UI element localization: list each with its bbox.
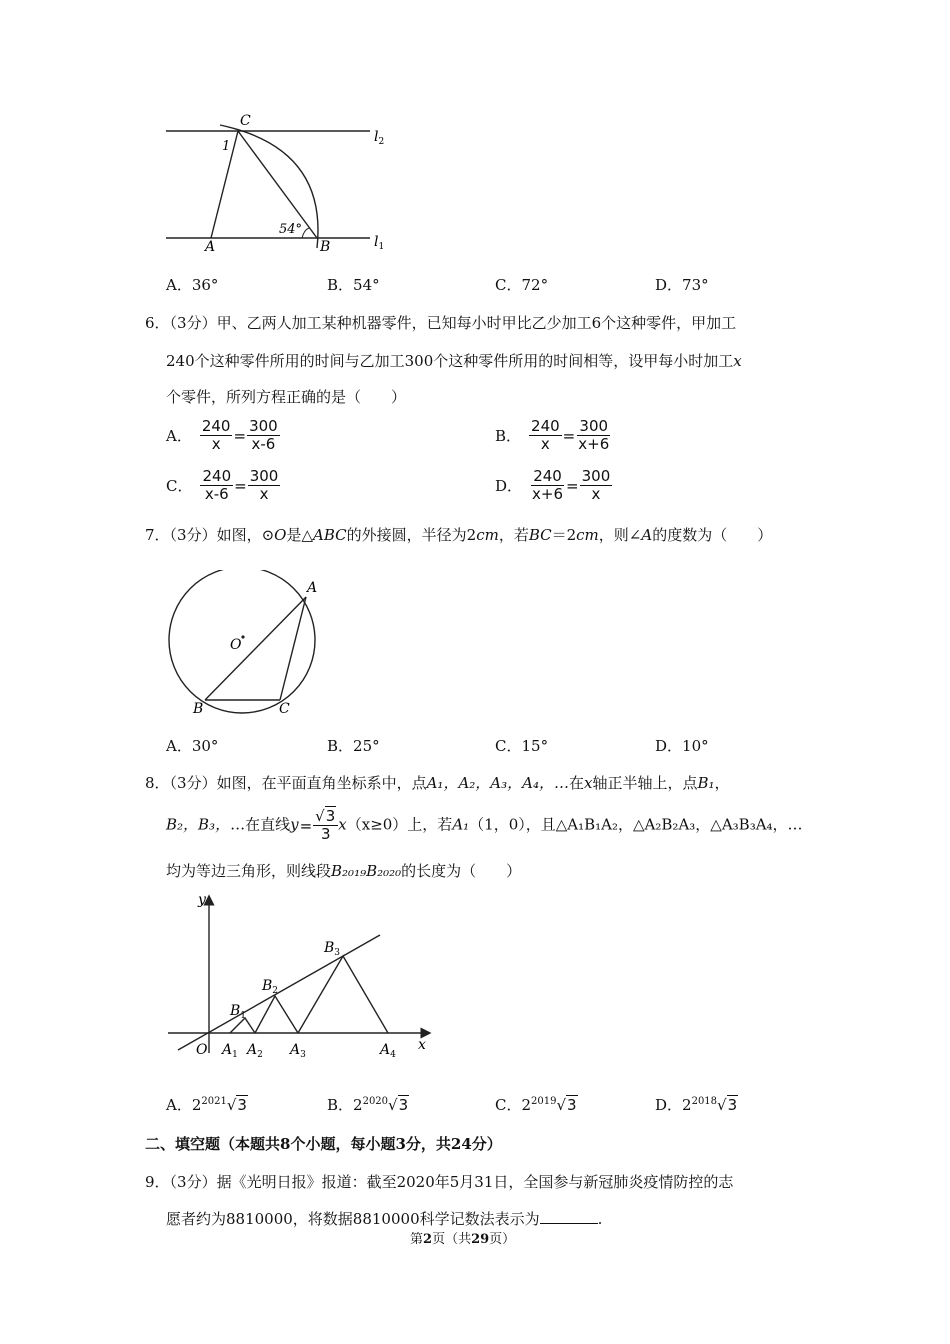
q5-option-a: A．36° (166, 276, 219, 294)
q8-option-c: C．$2^{2019}√3$ (495, 1096, 577, 1114)
label-O: O (196, 1042, 208, 1058)
q9-line2: 愿者约为8810000，将数据8810000科学记数法表示为 . (166, 1210, 603, 1228)
q8-option-b: B．$2^{2020}√3$ (327, 1096, 409, 1114)
triangle-3 (298, 956, 388, 1033)
label-x: x (418, 1037, 426, 1053)
q7-option-a: A．30° (166, 737, 219, 755)
section-heading-fill-in: 二、填空题（本题共8个小题，每小题3分，共24分） (145, 1135, 502, 1153)
label-B2: $B_2$ (262, 978, 279, 996)
segment-CB (238, 131, 317, 238)
q8-line3: 均为等边三角形，则线段B₂₀₁₉B₂₀₂₀的长度为（ ） (166, 862, 522, 880)
label-B3: $B_3$ (324, 940, 341, 958)
label-O: O (230, 637, 242, 653)
label-A: A (205, 239, 216, 255)
figure-coordinate-triangles (160, 888, 450, 1068)
answer-blank[interactable] (540, 1209, 598, 1224)
segment-BA (205, 597, 306, 700)
label-l2: $l_2$ (374, 129, 385, 147)
q6-option-d: D． $\frac{240}{x+6}$ = $\frac{300}{x}$ (495, 467, 611, 503)
label-B: B (193, 701, 204, 717)
q6-option-a: A． $\frac{240}{x}$ = $\frac{300}{x-6}$ (166, 417, 278, 453)
label-y: y (198, 892, 206, 908)
q6-option-b: B． $\frac{240}{x}$ = $\frac{300}{x+6}$ (495, 417, 610, 453)
label-angle-54: 54° (279, 222, 303, 237)
label-1: 1 (222, 139, 231, 154)
q7-text: 7．（3分）如图，⊙O是△ABC的外接圆，半径为2cm，若BC＝2cm，则∠A的度数为（ ） (145, 526, 773, 544)
label-A3: $A_3$ (290, 1042, 306, 1060)
q6-line2: 240个这种零件所用的时间与乙加工300个这种零件所用的时间相等，设甲每小时加工x (166, 352, 742, 370)
q5-option-c: C．72° (495, 276, 549, 294)
label-A: A (307, 580, 318, 596)
q5-option-b: B．54° (327, 276, 380, 294)
label-C: C (240, 113, 251, 129)
q7-option-b: B．25° (327, 737, 380, 755)
q8-line1: 8．（3分）如图，在平面直角坐标系中，点A₁，A₂，A₃，A₄，…在x轴正半轴上，点B₁， (145, 774, 730, 792)
q7-option-c: C．15° (495, 737, 549, 755)
label-A1: $A_1$ (222, 1042, 238, 1060)
q6-line3: 个零件，所列方程正确的是（ ） (166, 388, 407, 406)
label-A2: $A_2$ (247, 1042, 263, 1060)
q6-line1: 6．（3分）甲、乙两人加工某种机器零件，已知每小时甲比乙少加工6个这种零件，甲加工 (145, 314, 737, 332)
q8-option-d: D．$2^{2018}√3$ (655, 1096, 738, 1114)
label-B1: $B_1$ (230, 1003, 247, 1021)
label-l1: $l_1$ (374, 234, 385, 252)
label-C: C (279, 701, 290, 717)
label-B: B (320, 239, 331, 255)
angle-mark-54 (302, 228, 309, 238)
circle-O (169, 570, 318, 713)
label-A4: $A_4$ (380, 1042, 396, 1060)
figure-parallel-lines (160, 108, 400, 258)
triangle-2 (255, 996, 298, 1033)
figure-circumcircle (160, 570, 340, 720)
q5-option-d: D．73° (655, 276, 709, 294)
page-footer: 第2页（共29页） (410, 1232, 516, 1247)
q8-option-a: A．$2^{2021}√3$ (166, 1096, 247, 1114)
center-dot (241, 635, 244, 638)
q7-option-d: D．10° (655, 737, 709, 755)
q9-line1: 9．（3分）据《光明日报》报道：截至2020年5月31日，全国参与新冠肺炎疫情防控的志 (145, 1173, 734, 1191)
segment-AC (280, 597, 306, 700)
q8-line2: B₂，B₃，…在直线y= $\frac{√3}{3}$ x（x≥0）上，若A₁（1，0），且△A₁B₁A₂，△A₂B₂A₃，△A₃B₃A₄，… (166, 807, 803, 843)
q6-option-c: C． $\frac{240}{x-6}$ = $\frac{300}{x}$ (166, 467, 279, 503)
